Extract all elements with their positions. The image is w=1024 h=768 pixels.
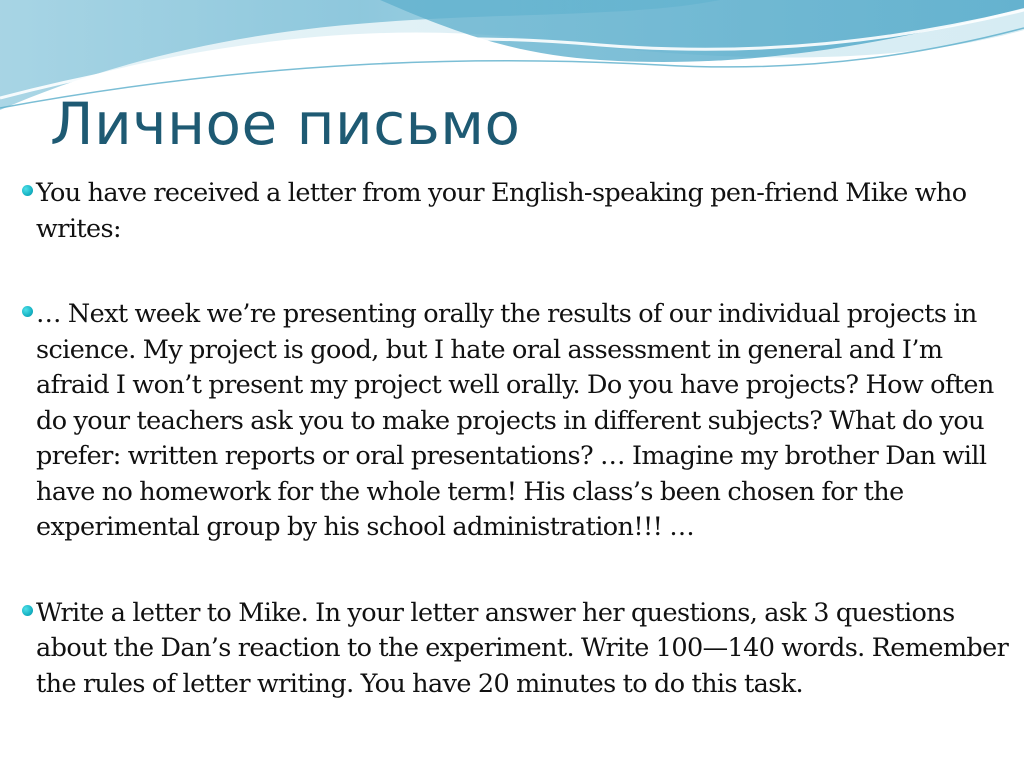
bullet-intro (22, 176, 1012, 247)
slide-title: Личное письмо (50, 90, 521, 158)
bullet-dot-icon (22, 605, 33, 616)
bullet-intro-text: You have received a letter from your English-speaking pen-friend Mike who writes: (36, 178, 967, 244)
bullet-dot-icon (22, 185, 33, 196)
bullet-letter-excerpt-text: … Next week we’re presenting orally the results of our individual projects in science. My project is good, but I hate oral assessment in general and I’m afraid I won’t present my project well orally. Do you have projects? How often do your teachers ask you to make projects in different subjects? What do you prefer: written reports or oral presentations? … Imagine my brother Dan will have no homework for the whole term! His class’s been chosen for the experimental group by his school administration!!! … (36, 299, 994, 542)
bullet-letter-excerpt (22, 297, 1012, 546)
bullet-list (22, 176, 1012, 702)
bullet-task-text: Write a letter to Mike. In your letter answer her questions, ask 3 questions about the Dan’s reaction to the experiment. Write 100—140 words. Remember the rules of letter writing. You have 20 minutes to do this task. (36, 597, 1009, 699)
bullet-task (22, 596, 1012, 703)
bullet-dot-icon (22, 306, 33, 317)
